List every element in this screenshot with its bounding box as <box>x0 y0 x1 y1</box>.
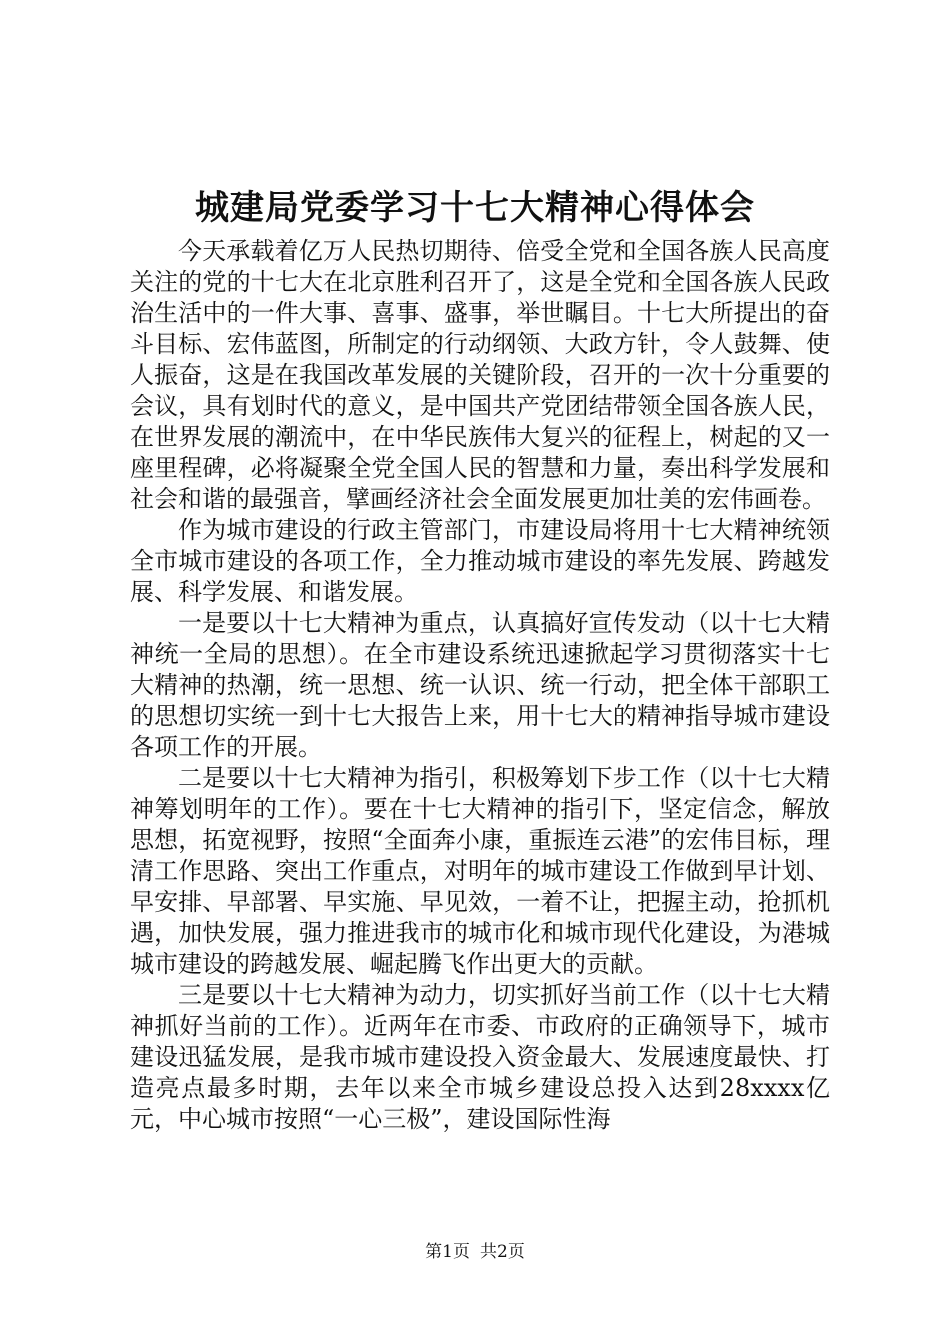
paragraph: 三是要以十七大精神为动力，切实抓好当前工作（以十七大精神抓好当前的工作）。近两年在市委、市政府的正确领导下，城市建设迅猛发展，是我市城市建设投入资金最大、发展速度最快、打造亮点最多时期，去年以来全市城乡建设总投入达到28xxxx亿元，中心城市按照“一心三极”，建设国际性海 <box>130 981 830 1133</box>
page-total: 共2页 <box>480 1242 525 1262</box>
page-footer <box>0 1240 950 1264</box>
document-title: 城建局党委学习十七大精神心得体会 <box>195 188 755 228</box>
page-number: 第1页 <box>425 1242 470 1262</box>
paragraph: 二是要以十七大精神为指引，积极筹划下步工作（以十七大精神筹划明年的工作）。要在十七大精神的指引下，坚定信念，解放思想，拓宽视野，按照“全面奔小康，重振连云港”的宏伟目标，理清工作思路、突出工作重点，对明年的城市建设工作做到早计划、早安排、早部署、早实施、早见效，一着不让，把握主动，抢抓机遇，加快发展，强力推进我市的城市化和城市现代化建设，为港城城市建设的跨越发展、崛起腾飞作出更大的贡献。 <box>130 764 830 978</box>
document-body <box>130 236 830 1135</box>
paragraph: 作为城市建设的行政主管部门，市建设局将用十七大精神统领全市城市建设的各项工作，全力推动城市建设的率先发展、跨越发展、科学发展、和谐发展。 <box>130 516 830 606</box>
paragraph: 一是要以十七大精神为重点，认真搞好宣传发动（以十七大精神统一全局的思想）。在全市建设系统迅速掀起学习贯彻落实十七大精神的热潮，统一思想、统一认识、统一行动，把全体干部职工的思想切实统一到十七大报告上来，用十七大的精神指导城市建设各项工作的开展。 <box>130 609 830 761</box>
paragraph: 今天承载着亿万人民热切期待、倍受全党和全国各族人民高度关注的党的十七大在北京胜利召开了，这是全党和全国各族人民政治生活中的一件大事、喜事、盛事，举世瞩目。十七大所提出的奋斗目标、宏伟蓝图，所制定的行动纲领、大政方针，令人鼓舞、使人振奋，这是在我国改革发展的关键阶段，召开的一次十分重要的会议，具有划时代的意义，是中国共产党团结带领全国各族人民，在世界发展的潮流中，在中华民族伟大复兴的征程上，树起的又一座里程碑，必将凝聚全党全国人民的智慧和力量，奏出科学发展和社会和谐的最强音，擘画经济社会全面发展更加壮美的宏伟画卷。 <box>130 237 830 513</box>
